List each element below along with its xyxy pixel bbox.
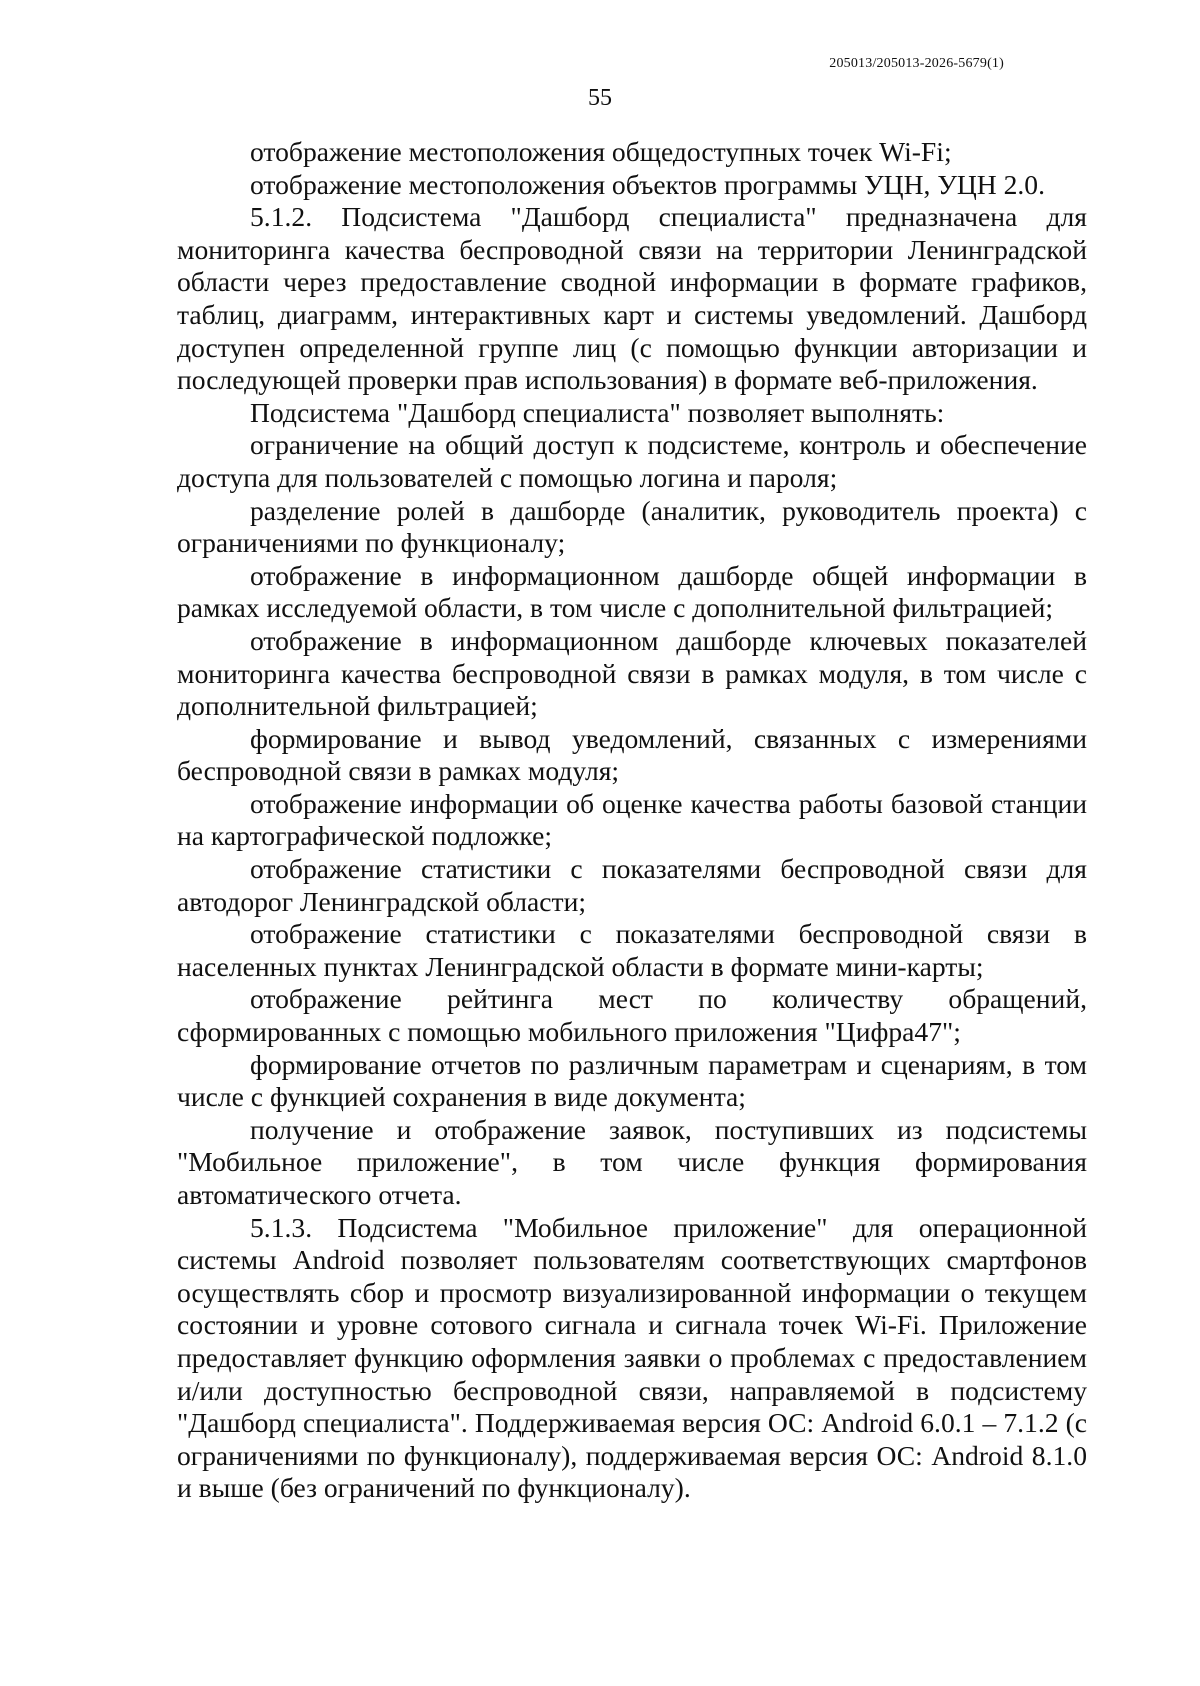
list-item-key-indicators: отображение в информационном дашборде ключевых показателей мониторинга качества беспроводной связи в рамках модуля, в том числе с дополнительной фильтрацией; — [177, 624, 1087, 722]
paragraph-dashboard-capabilities-intro: Подсистема "Дашборд специалиста" позволяет выполнять: — [250, 396, 945, 428]
paragraph-ucn-objects: отображение местоположения объектов программы УЦН, УЦН 2.0. — [250, 168, 1046, 200]
list-item-requests: получение и отображение заявок, поступивших из подсистемы "Мобильное приложение", в том числе функция формирования автоматического отчета. — [177, 1113, 1087, 1210]
list-item-general-info: отображение в информационном дашборде общей информации в рамках исследуемой области, в том числе с дополнительной фильтрацией; — [177, 559, 1087, 624]
paragraph-section-5-1-2: 5.1.2. Подсистема "Дашборд специалиста" предназначена для мониторинга качества беспроводной связи на территории Ленинградской области через предоставление сводной информации в формате графиков, таблиц, диаграмм, интерактивных карт и системы уведомлений. Дашборд доступен определенной группе лиц (с помощью функции авторизации и последующей проверки прав использования) в формате веб-приложения. — [177, 201, 1087, 396]
list-item-base-station-quality: отображение информации об оценке качества работы базовой станции на картографической подложке; — [177, 787, 1087, 852]
list-item-role-separation: разделение ролей в дашборде (аналитик, руководитель проекта) с ограничениями по функционалу; — [177, 494, 1087, 559]
list-item-reports: формирование отчетов по различным параметрам и сценариям, в том числе с функцией сохранения в виде документа; — [177, 1048, 1087, 1113]
list-item-access-restriction: ограничение на общий доступ к подсистеме, контроль и обеспечение доступа для пользователей с помощью логина и пароля; — [177, 429, 1087, 493]
paragraph-section-5-1-3: 5.1.3. Подсистема "Мобильное приложение" для операционной системы Android позволяет пользователям соответствующих смартфонов осуществлять сбор и просмотр визуализированной информации о текущем состоянии и уровне сотового сигнала и сигнала точек Wi-Fi. Приложение предоставляет функцию оформления заявки о проблемах с предоставлением и/или доступностью беспроводной связи, направляемой в подсистему "Дашборд специалиста". Поддерживаемая версия ОС: Android 6.0.1 – 7.1.2 (с ограничениями по функционалу), поддерживаемая версия ОС: Android 8.1.0 и выше (без ограничений по функционалу). — [177, 1211, 1087, 1504]
document-registration-number: 205013/205013-2026-5679(1) — [829, 56, 1004, 71]
list-item-road-statistics: отображение статистики с показателями беспроводной связи для автодорог Ленинградской области; — [177, 853, 1087, 917]
paragraph-wifi-points: отображение местоположения общедоступных точек Wi-Fi; — [250, 136, 952, 167]
list-item-rating: отображение рейтинга мест по количеству обращений, сформированных с помощью мобильного приложения "Цифра47"; — [177, 983, 1087, 1048]
body-text — [177, 136, 1087, 1505]
list-item-settlement-statistics: отображение статистики с показателями беспроводной связи в населенных пунктах Ленинградской области в формате мини-карты; — [177, 918, 1087, 982]
list-item-notifications: формирование и вывод уведомлений, связанных с измерениями беспроводной связи в рамках модуля; — [177, 722, 1087, 787]
page-number: 55 — [588, 85, 612, 111]
